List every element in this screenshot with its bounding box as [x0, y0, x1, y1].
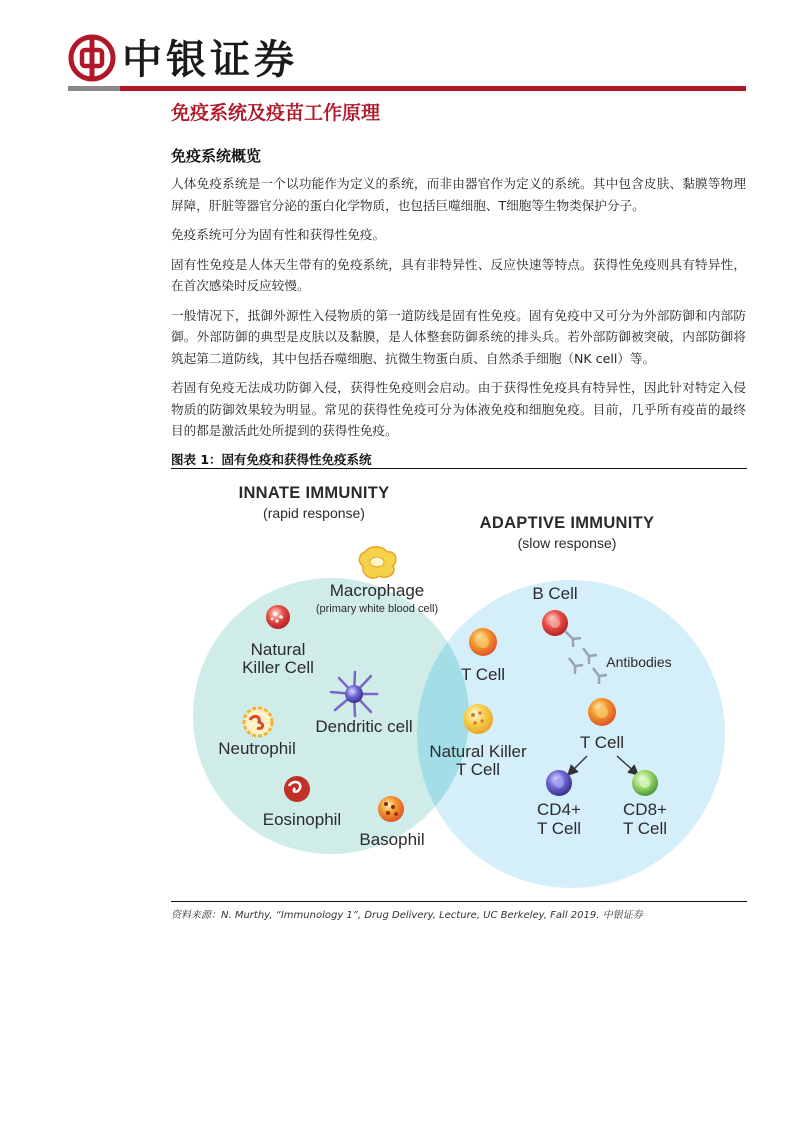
nk-cell-label-line1: Natural [250, 640, 306, 659]
header-rule-red [120, 86, 746, 91]
immunity-venn-diagram [171, 470, 747, 900]
page-header [0, 0, 793, 100]
eosinophil-icon [284, 776, 310, 802]
overlap-t-cell-label: T Cell [460, 665, 506, 684]
figure-source: 资料来源：N. Murthy, “Immunology 1”, Drug Delivery, Lecture, UC Berkeley, Fall 2019. 中银证券 [171, 910, 643, 921]
paragraph: 一般情况下，抵御外源性入侵物质的第一道防线是固有性免疫。固有免疫中又可分为外部防御和内部防御。外部防御的典型是皮肤以及黏膜，是人体整套防御系统的排头兵。若外部防御被突破，内部防御将筑起第二道防线，其中包括吞噬细胞、抗微生物蛋白质、自然杀手细胞（NK cell）等。 [171, 307, 746, 366]
cd8-t-cell-icon [632, 770, 658, 796]
antibodies-label: Antibodies [606, 654, 672, 670]
cd4-t-cell-icon [546, 770, 572, 796]
nk-cell-label-line2: Killer Cell [242, 658, 314, 677]
cd8-label-line1: CD8+ [623, 800, 667, 819]
cd4-label-line1: CD4+ [537, 800, 581, 819]
paragraph: 免疫系统可分为固有性和获得性免疫。 [171, 227, 386, 242]
basophil-icon [378, 796, 404, 822]
bank-logo-icon [68, 34, 116, 82]
cd4-label-line2: T Cell [536, 819, 582, 838]
body-text [171, 173, 746, 450]
eosinophil-label: Eosinophil [262, 810, 342, 829]
b-cell-label: B Cell [532, 584, 578, 603]
natural-killer-cell-icon [266, 605, 290, 629]
adaptive-t-cell-label: T Cell [579, 733, 625, 752]
innate-subheading: (rapid response) [263, 505, 365, 521]
overlap-nk-line2: T Cell [455, 760, 501, 779]
figure-title: 图表 1：固有免疫和获得性免疫系统 [171, 452, 372, 467]
basophil-label: Basophil [359, 830, 425, 849]
cd8-label-line2: T Cell [622, 819, 668, 838]
innate-heading: INNATE IMMUNITY [238, 484, 390, 502]
neutrophil-label: Neutrophil [218, 739, 296, 758]
section-title: 免疫系统及疫苗工作原理 [171, 102, 381, 124]
brand-name: 中银证券 [122, 36, 298, 83]
overlap-nk-line1: Natural Killer [429, 742, 527, 761]
header-rule-grey [68, 86, 120, 91]
paragraph: 人体免疫系统是一个以功能作为定义的系统，而非由器官作为定义的系统。其中包含皮肤、黏膜等物理屏障，肝脏等器官分泌的蛋白化学物质，也包括巨噬细胞、T细胞等生物类保护分子。 [171, 176, 746, 213]
t-cell-icon [469, 628, 497, 656]
nk-t-cell-icon [463, 704, 493, 734]
adaptive-subheading: (slow response) [517, 535, 617, 551]
macrophage-note: (primary white blood cell) [315, 603, 439, 615]
macrophage-icon [359, 547, 396, 578]
figure-rule-top [171, 468, 747, 469]
figure-rule-bottom [171, 901, 747, 902]
adaptive-heading: ADAPTIVE IMMUNITY [479, 514, 655, 532]
adaptive-t-cell-icon [588, 698, 616, 726]
paragraph: 若固有免疫无法成功防御入侵，获得性免疫则会启动。由于获得性免疫具有特异性，因此针对特定入侵物质的防御效果较为明显。常见的获得性免疫可分为体液免疫和细胞免疫。目前，几乎所有疫苗的最终目的都是激活此处所提到的获得性免疫。 [171, 380, 746, 438]
dendritic-cell-label: Dendritic cell [315, 717, 413, 736]
neutrophil-icon [244, 708, 272, 736]
subsection-title: 免疫系统概览 [171, 147, 262, 165]
macrophage-label: Macrophage [329, 581, 425, 600]
paragraph: 固有性免疫是人体天生带有的免疫系统，具有非特异性、反应快速等特点。获得性免疫则具有特异性，在首次感染时反应较慢。 [171, 256, 746, 293]
